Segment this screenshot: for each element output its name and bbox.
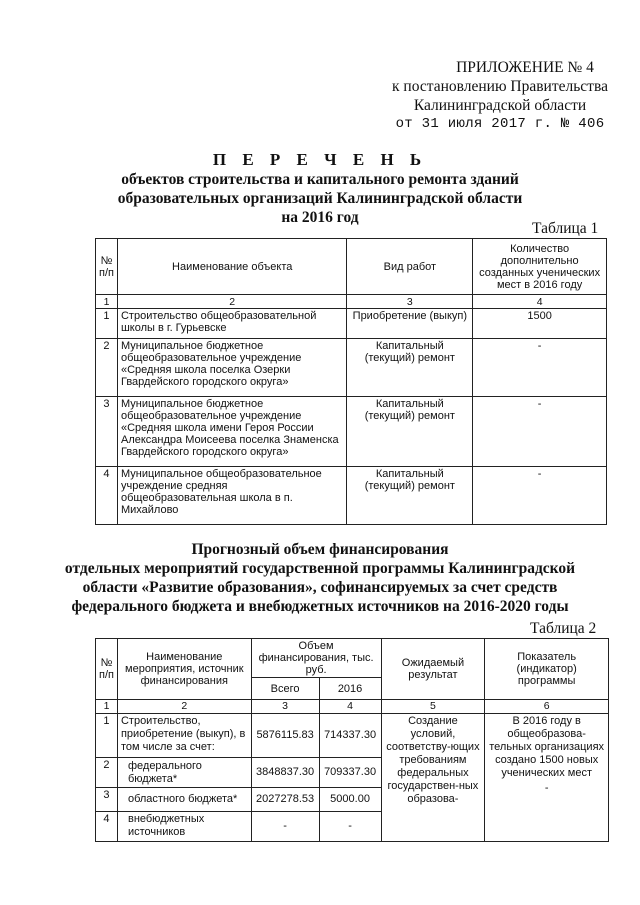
value-2016: - bbox=[319, 812, 381, 842]
indicator-cell bbox=[485, 714, 609, 842]
table2-header-2016: 2016 bbox=[319, 678, 381, 700]
places-count: - bbox=[473, 339, 607, 397]
document-subtitle bbox=[90, 170, 550, 227]
col-number: 1 bbox=[96, 295, 118, 309]
indicator-dash: - bbox=[544, 782, 549, 794]
measure-name: областного бюджета* bbox=[117, 788, 251, 812]
value-2016: 709337.30 bbox=[319, 758, 381, 788]
col-number: 3 bbox=[347, 295, 473, 309]
table2-label: Таблица 2 bbox=[530, 620, 597, 637]
table-row bbox=[96, 467, 607, 525]
table1-header-places: Количество дополнительно созданных ученических мест в 2016 году bbox=[473, 239, 607, 295]
measure-name: внебюджетных источников bbox=[117, 812, 251, 842]
row-number: 3 bbox=[96, 397, 118, 467]
subtitle-line: объектов строительства и капитального ремонта зданий bbox=[121, 171, 519, 188]
places-count: - bbox=[473, 397, 607, 467]
places-count: - bbox=[473, 467, 607, 525]
row-number: 1 bbox=[96, 714, 118, 758]
table2-header-num: № п/п bbox=[96, 639, 118, 700]
object-name: Муниципальное бюджетное общеобразовательное учреждение «Средняя школа поселка Озерки Гвардейского городского округа» bbox=[117, 339, 346, 397]
row-number: 4 bbox=[96, 467, 118, 525]
table1-header-num: № п/п bbox=[96, 239, 118, 295]
measure-name: Строительство, приобретение (выкуп), в том числе за счет: bbox=[117, 714, 251, 758]
col-number: 1 bbox=[96, 700, 118, 714]
table2-header-indicator: Показатель (индикатор) программы bbox=[485, 639, 609, 700]
work-type: Капитальный (текущий) ремонт bbox=[347, 397, 473, 467]
work-type: Капитальный (текущий) ремонт bbox=[347, 467, 473, 525]
object-name: Строительство общеобразовательной школы в г. Гурьевске bbox=[117, 309, 346, 339]
table2-header-name: Наименование мероприятия, источник финансирования bbox=[117, 639, 251, 700]
object-name: Муниципальное бюджетное общеобразовательное учреждение «Средняя школа имени Героя России Александра Моисеева поселка Знаменска Гвардейского городского округа» bbox=[117, 397, 346, 467]
value-2016: 714337.30 bbox=[319, 714, 381, 758]
appendix-line: к постановлению Правительства bbox=[392, 78, 608, 95]
work-type: Приобретение (выкуп) bbox=[347, 309, 473, 339]
col-number: 3 bbox=[251, 700, 319, 714]
indicator-text: В 2016 году в общеобразова-тельных организациях создано 1500 новых ученических мест bbox=[489, 715, 605, 779]
object-name: Муниципальное общеобразовательное учреждение средняя общеобразовательная школа в п. Михайлово bbox=[117, 467, 346, 525]
row-number: 1 bbox=[96, 309, 118, 339]
section2-heading bbox=[60, 540, 580, 616]
col-number: 4 bbox=[473, 295, 607, 309]
heading-line: области «Развитие образования», софинансируемых за счет средств bbox=[82, 579, 558, 596]
appendix-date: от 31 июля 2017 г. № 406 bbox=[395, 116, 605, 132]
table-row bbox=[96, 397, 607, 467]
appendix-title: ПРИЛОЖЕНИЕ № 4 bbox=[456, 59, 594, 76]
col-number: 5 bbox=[381, 700, 485, 714]
table-row bbox=[96, 714, 609, 758]
col-number: 4 bbox=[319, 700, 381, 714]
col-number: 6 bbox=[485, 700, 609, 714]
total-value: 3848837.30 bbox=[251, 758, 319, 788]
col-number: 2 bbox=[117, 700, 251, 714]
row-number: 2 bbox=[96, 339, 118, 397]
table1 bbox=[95, 238, 607, 525]
measure-name: федерального бюджета* bbox=[117, 758, 251, 788]
total-value: 2027278.53 bbox=[251, 788, 319, 812]
table2 bbox=[95, 638, 609, 842]
subtitle-line: образовательных организаций Калининградской области bbox=[117, 190, 523, 207]
row-number: 4 bbox=[96, 812, 118, 842]
appendix-line: Калининградской области bbox=[413, 97, 587, 114]
work-type: Капитальный (текущий) ремонт bbox=[347, 339, 473, 397]
table2-header-result: Ожидаемый результат bbox=[381, 639, 485, 700]
table-row bbox=[96, 339, 607, 397]
table1-header-work: Вид работ bbox=[347, 239, 473, 295]
heading-line: отдельных мероприятий государственной программы Калининградской bbox=[64, 560, 576, 577]
row-number: 2 bbox=[96, 758, 118, 788]
col-number: 2 bbox=[117, 295, 346, 309]
expected-result: Создание условий, соответству-ющих требованиям федеральных государствен-ных образова- bbox=[381, 714, 485, 842]
places-count: 1500 bbox=[473, 309, 607, 339]
table1-header-name: Наименование объекта bbox=[117, 239, 346, 295]
value-2016: 5000.00 bbox=[319, 788, 381, 812]
row-number: 3 bbox=[96, 788, 118, 812]
table2-header-volume: Объем финансирования, тыс. руб. bbox=[251, 639, 381, 678]
heading-line: федерального бюджета и внебюджетных источников на 2016-2020 годы bbox=[71, 598, 569, 615]
table-row bbox=[96, 309, 607, 339]
total-value: - bbox=[251, 812, 319, 842]
appendix-header bbox=[380, 58, 620, 134]
table1-label: Таблица 1 bbox=[532, 220, 599, 237]
heading-line: Прогнозный объем финансирования bbox=[191, 541, 449, 558]
total-value: 5876115.83 bbox=[251, 714, 319, 758]
document-title: П Е Р Е Ч Е Н Ь bbox=[212, 150, 428, 169]
subtitle-line: на 2016 год bbox=[281, 209, 359, 226]
table2-header-total: Всего bbox=[251, 678, 319, 700]
